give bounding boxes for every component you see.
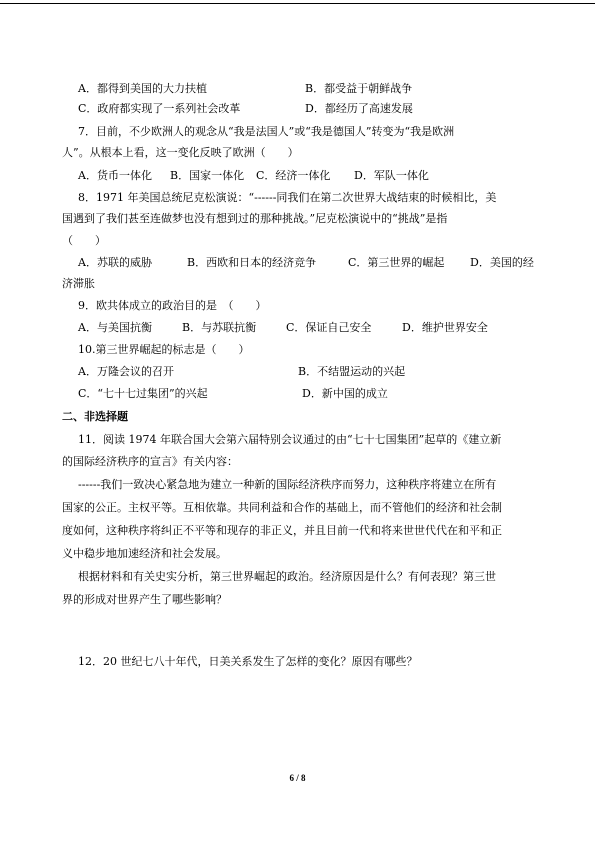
q10-option-d: D．新中国的成立 — [302, 387, 388, 400]
q7-stem-line2: 人”。从根本上看，这一变化反映了欧洲（ ） — [62, 146, 299, 159]
q6-option-d: D．都经历了高速发展 — [305, 102, 413, 115]
q7-option-b: B．国家一体化 — [170, 169, 245, 182]
q6-option-c: C．政府都实现了一系列社会改革 — [78, 102, 241, 115]
q11-material-line3: 度如何，这种秩序将纠正不平等和现存的非正义，并且目前一代和将来世世代代在和平和正 — [62, 524, 502, 537]
q8-option-d: D．美国的经 — [470, 256, 534, 269]
q9-option-b: B．与苏联抗衡 — [182, 321, 257, 334]
q11-question-line2: 界的形成对世界产生了哪些影响？ — [62, 593, 227, 606]
q10-stem: 10.第三世界崛起的标志是（ ） — [78, 343, 250, 356]
q8-stem-line3: （ ） — [62, 234, 106, 247]
q11-stem-line1: 11．阅读 1974 年联合国大会第六届特别会议通过的由“七十七国集团”起草的《建立新 — [78, 433, 502, 446]
q11-question-line1: 根据材料和有关史实分析，第三世界崛起的政治。经济原因是什么？有何表现？第三世 — [78, 570, 496, 583]
q8-option-d-wrap: 济滞胀 — [62, 277, 95, 290]
q8-option-b: B．西欧和日本的经济竞争 — [187, 256, 317, 269]
q11-material-line1: ------我们一致决心紧急地为建立一种新的国际经济秩序而努力，这种秩序将建立在所有 — [78, 478, 497, 491]
q10-option-a: A．万隆会议的召开 — [78, 365, 174, 378]
q9-option-a: A．与美国抗衡 — [78, 321, 152, 334]
q7-option-a: A．货币一体化 — [78, 169, 152, 182]
section-title: 二、非选择题 — [62, 410, 128, 423]
q8-stem-line2: 国遇到了我们甚至连做梦也没有想到过的那种挑战。”尼克松演说中的“挑战”是指 — [62, 212, 448, 225]
q9-option-c: C．保证自己安全 — [286, 321, 372, 334]
q11-material-line2: 国家的公正。主权平等。互相依靠。共同利益和合作的基础上，而不管他们的经济和社会制 — [62, 501, 502, 514]
q12-stem: 12．20 世纪七八十年代，日美关系发生了怎样的变化？原因有哪些？ — [78, 655, 418, 668]
q11-material-line4: 义中稳步地加速经济和社会发展。 — [62, 547, 227, 560]
q7-option-d: D．军队一体化 — [354, 169, 429, 182]
q10-option-c: C．“七十七过集团”的兴起 — [78, 387, 208, 400]
q11-stem-line2: 的国际经济秩序的宣言》有关内容： — [62, 455, 238, 468]
q8-option-a: A．苏联的威胁 — [78, 256, 152, 269]
header-rule — [0, 3, 595, 4]
q7-stem-line1: 7．目前，不少欧洲人的观念从“我是法国人”或“我是德国人”转变为“我是欧洲 — [78, 125, 455, 138]
q8-stem-line1: 8．1971 年美国总统尼克松演说：“------同我们在第二次世界大战结束的时候相比，美 — [78, 191, 497, 204]
q7-option-c: C．经济一体化 — [256, 169, 331, 182]
q9-option-d: D．维护世界安全 — [402, 321, 488, 334]
q6-option-a: A．都得到美国的大力扶植 — [78, 82, 207, 95]
page-number: 6 / 8 — [289, 773, 306, 783]
q10-option-b: B．不结盟运动的兴起 — [298, 365, 406, 378]
q6-option-b: B．都受益于朝鲜战争 — [305, 82, 413, 95]
q8-option-c: C．第三世界的崛起 — [348, 256, 445, 269]
q9-stem: 9．欧共体成立的政治目的是 （ ） — [78, 299, 267, 312]
